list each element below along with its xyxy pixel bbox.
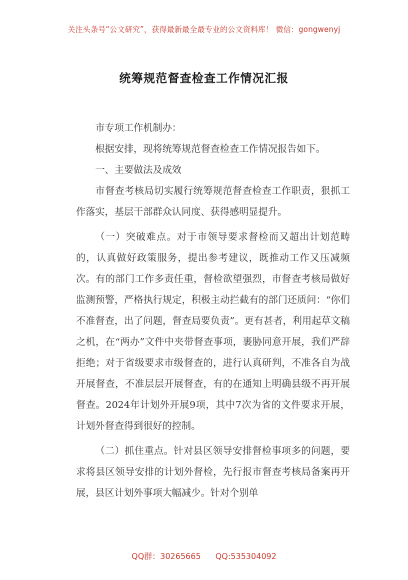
- footer-qq-group: QQ群：30265665: [131, 552, 201, 561]
- body-paragraph: （一）突破难点。对于市领导要求督检而又超出计划范畴的，认真做好政策服务，提出参考建议，既推动工作又压减频次。有的部门工作多责任重，督检欲望强烈，市督查考核局做好监测预警，严格执行规定，积极主动拦截有的部门还质问：“你们不准督查，出了问题，督查局要负责”。更有甚者，利用起草文稿之机，在“两办”文件中夹带督查事项，裹胁同意开展，我们严辞拒绝；对于省级要求市级督查的，进行认真研判，不准各自为战开展督查，不准层层开展督查，有的在通知上明确县级不再开展督查。2024年计划外开展9项，其中7次为省的文件要求开展，计划外督查得到很好的控制。: [76, 232, 350, 432]
- body-paragraph: （二）抓住重点。针对县区领导安排督检事项多的问题，要求将县区领导安排的计划外督检，先行报市督查考核局备案再开展，县区计划外事项大幅减少。针对个别单: [76, 446, 350, 499]
- section-heading: 一、主要做法及成效: [95, 165, 182, 176]
- body-paragraph: 市督查考核局切实履行统筹规范督查检查工作职责，狠抓工作落实，基层干部群众认同度、获得感明显提升。: [76, 186, 350, 218]
- salutation: 市专项工作机制办：: [95, 123, 182, 134]
- document-title: 统筹规范督查检查工作情况汇报: [119, 71, 289, 85]
- header-banner: 关注头条号“公文研究”，获得最新最全最专业的公文资料库！ 微信：gongwenyj: [67, 25, 341, 34]
- footer-qq-contact: QQ:535304092: [215, 552, 277, 561]
- document-body: [76, 118, 350, 504]
- footer: [0, 551, 408, 562]
- intro-paragraph: 根据安排，现将统筹规范督查检查工作情况报告如下。: [95, 144, 326, 155]
